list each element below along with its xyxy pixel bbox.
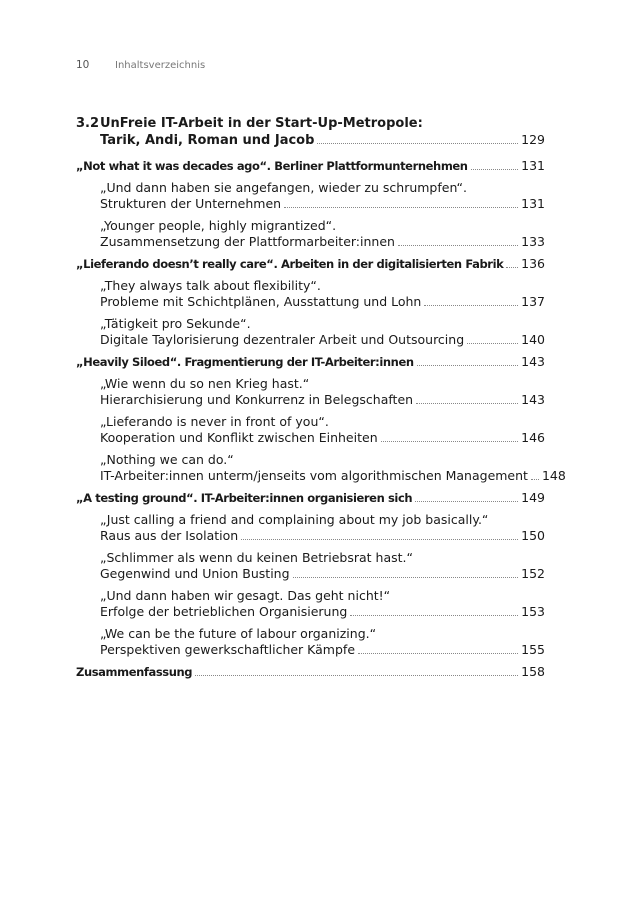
toc-subentry <box>76 316 545 348</box>
leader-dots <box>284 207 518 208</box>
chapter-title: „Heavily Siloed“. Fragmentierung der IT-Arbeiter:innen <box>76 355 414 369</box>
chapter-title: Zusammenfassung <box>76 665 193 679</box>
subentry-quote: „Lieferando is never in front of you“. <box>100 414 329 429</box>
leader-dots <box>293 577 519 578</box>
leader-dots <box>398 245 518 246</box>
subentry-quote: „Und dann haben wir gesagt. Das geht nicht!“ <box>100 588 391 603</box>
page-number: 10 <box>76 59 90 71</box>
toc-subentry <box>76 512 545 544</box>
subentry-page: 140 <box>521 332 545 347</box>
chapter-page: 143 <box>521 354 545 369</box>
leader-dots <box>241 539 518 540</box>
leader-dots <box>531 479 539 480</box>
section-title-line2-row <box>76 132 545 149</box>
section-title <box>76 116 545 132</box>
subentry-page: 155 <box>521 642 545 657</box>
toc-chapter-entry <box>76 158 545 174</box>
section-title-line1: UnFreie IT-Arbeit in der Start-Up-Metropole: <box>100 116 423 131</box>
toc-chapter-entry <box>76 256 545 272</box>
chapter-title: „A testing ground“. IT-Arbeiter:innen organisieren sich <box>76 491 413 505</box>
subentry-title: Gegenwind und Union Busting <box>100 566 290 581</box>
leader-dots <box>506 267 518 268</box>
subentry-page: 143 <box>521 392 545 407</box>
subentry-quote: „Tätigkeit pro Sekunde“. <box>100 316 251 331</box>
subentry-quote: „Just calling a friend and complaining about my job basically.“ <box>100 512 489 527</box>
leader-dots <box>424 305 518 306</box>
toc-subentry <box>76 452 566 484</box>
leader-dots <box>195 675 518 676</box>
subentry-title: Erfolge der betrieblichen Organisierung <box>100 604 348 619</box>
toc-chapter-entry <box>76 490 545 506</box>
subentry-quote: „Schlimmer als wenn du keinen Betriebsrat hast.“ <box>100 550 413 565</box>
subentry-page: 150 <box>521 528 545 543</box>
toc-chapter-entry <box>76 664 545 680</box>
toc-subentry <box>76 180 545 212</box>
subentry-quote: „They always talk about flexibility“. <box>100 278 321 293</box>
toc-subentry <box>76 588 545 620</box>
toc-subentry <box>76 414 545 446</box>
subentry-title: Probleme mit Schichtplänen, Ausstattung und Lohn <box>100 294 422 309</box>
subentry-title: Kooperation und Konflikt zwischen Einheiten <box>100 430 378 445</box>
section-title-line2: Tarik, Andi, Roman und Jacob <box>100 133 315 148</box>
chapter-page: 149 <box>521 490 545 505</box>
toc-subentry <box>76 278 545 310</box>
subentry-title: Perspektiven gewerkschaftlicher Kämpfe <box>100 642 356 657</box>
subentry-title: Hierarchisierung und Konkurrenz in Belegschaften <box>100 392 414 407</box>
leader-dots <box>471 169 519 170</box>
toc-subentry <box>76 376 545 408</box>
subentry-page: 131 <box>521 196 545 211</box>
toc-subentry <box>76 550 545 582</box>
subentry-page: 146 <box>521 430 545 445</box>
subentry-quote: „Wie wenn du so nen Krieg hast.“ <box>100 376 310 391</box>
subentry-quote: „Und dann haben sie angefangen, wieder zu schrumpfen“. <box>100 180 467 195</box>
toc-subentry <box>76 218 545 250</box>
subentry-page: 133 <box>521 234 545 249</box>
subentry-page: 152 <box>521 566 545 581</box>
chapter-page: 136 <box>521 256 545 271</box>
running-title: Inhaltsverzeichnis <box>115 60 206 71</box>
subentry-title: IT-Arbeiter:innen unterm/jenseits vom algorithmischen Management <box>100 468 528 483</box>
leader-dots <box>358 653 518 654</box>
leader-dots <box>350 615 518 616</box>
subentry-page: 153 <box>521 604 545 619</box>
section-page: 129 <box>521 132 545 147</box>
chapter-page: 158 <box>521 664 545 679</box>
leader-dots <box>381 441 519 442</box>
leader-dots <box>415 501 518 502</box>
subentry-page: 137 <box>521 294 545 309</box>
subentry-page: 148 <box>541 468 566 483</box>
subentry-quote: „We can be the future of labour organizing.“ <box>100 626 377 641</box>
subentry-title: Digitale Taylorisierung dezentraler Arbeit und Outsourcing <box>100 332 465 347</box>
chapter-title: „Lieferando doesn’t really care“. Arbeiten in der digitalisierten Fabrik <box>76 257 504 271</box>
leader-dots <box>416 403 518 404</box>
section-number: 3.2 <box>76 116 100 131</box>
chapter-title: „Not what it was decades ago“. Berliner Plattformunternehmen <box>76 159 468 173</box>
table-of-contents <box>76 116 566 680</box>
leader-dots <box>417 365 518 366</box>
subentry-title: Strukturen der Unternehmen <box>100 196 282 211</box>
leader-dots <box>317 143 518 144</box>
toc-subentry <box>76 626 545 658</box>
subentry-quote: „Nothing we can do.“ <box>100 452 234 467</box>
leader-dots <box>467 343 518 344</box>
running-header <box>76 59 205 71</box>
subentry-quote: „Younger people, highly migrantized“. <box>100 218 337 233</box>
chapter-page: 131 <box>521 158 545 173</box>
toc-chapter-entry <box>76 354 545 370</box>
subentry-title: Raus aus der Isolation <box>100 528 239 543</box>
subentry-title: Zusammensetzung der Plattformarbeiter:innen <box>100 234 395 249</box>
